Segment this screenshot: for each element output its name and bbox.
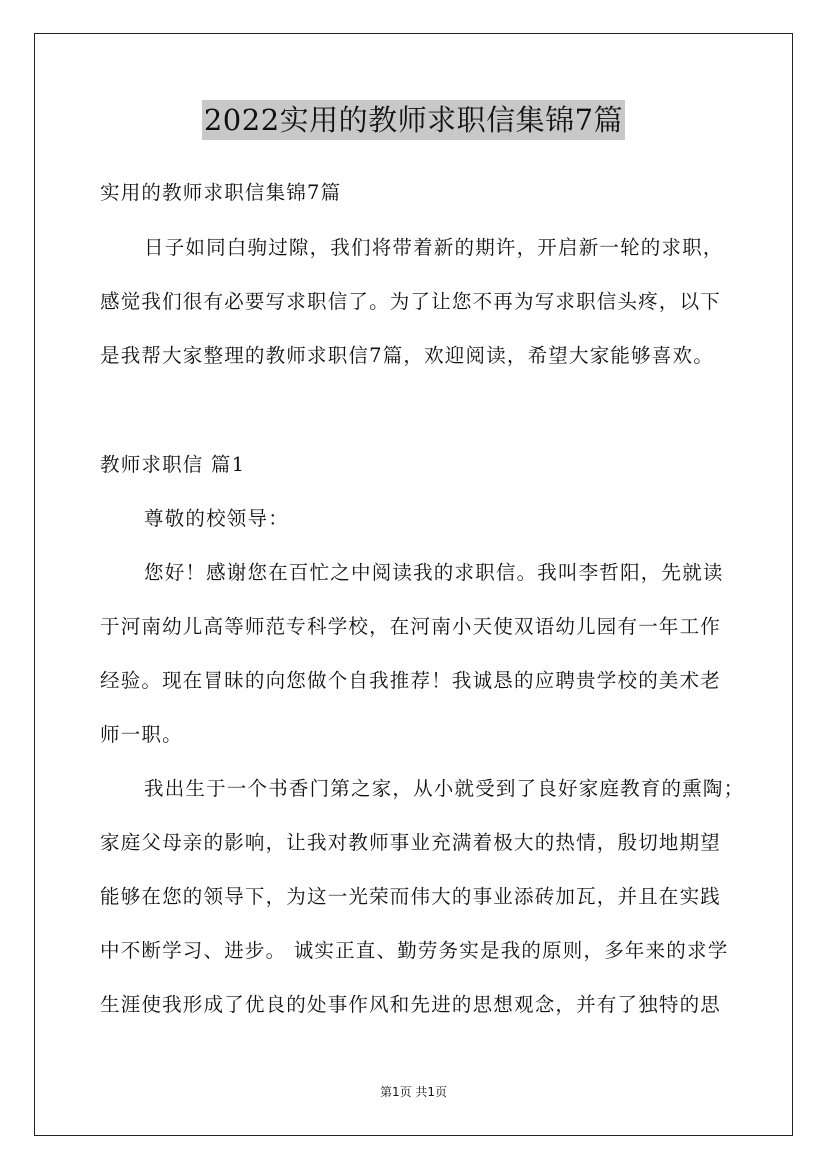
- intro-line-2: 感觉我们很有必要写求职信了。为了让您不再为写求职信头疼，以下: [100, 290, 722, 313]
- para2-line-4: 中不断学习、进步。 诚实正直、勤劳务实是我的原则，多年来的求学: [100, 939, 729, 962]
- para2-line-5: 生涯使我形成了优良的处事作风和先进的思想观念，并有了独特的思: [100, 993, 722, 1016]
- salutation: 尊敬的校领导：: [144, 507, 289, 530]
- document-subtitle: 实用的教师求职信集锦7篇: [100, 181, 342, 204]
- para1-line-4: 师一职。: [100, 723, 183, 746]
- intro-line-3: 是我帮大家整理的教师求职信7篇，欢迎阅读，希望大家能够喜欢。: [100, 344, 714, 367]
- section-heading: 教师求职信 篇1: [100, 453, 246, 476]
- para1-line-2: 于河南幼儿高等师范专科学校，在河南小天使双语幼儿园有一年工作: [100, 615, 722, 638]
- page-footer: 第1页 共1页: [379, 1085, 448, 1099]
- para1-line-1: 您好！感谢您在百忙之中阅读我的求职信。我叫李哲阳，先就读: [144, 561, 724, 584]
- para2-line-1: 我出生于一个书香门第之家，从小就受到了良好家庭教育的熏陶；: [144, 777, 745, 800]
- title-container: [0, 100, 827, 140]
- para1-line-3: 经验。现在冒昧的向您做个自我推荐！我诚恳的应聘贵学校的美术老: [100, 669, 722, 692]
- intro-line-1: 日子如同白驹过隙，我们将带着新的期许，开启新一轮的求职，: [144, 236, 724, 259]
- document-title: 2022实用的教师求职信集锦7篇: [202, 100, 625, 140]
- para2-line-3: 能够在您的领导下，为这一光荣而伟大的事业添砖加瓦，并且在实践: [100, 885, 722, 908]
- para2-line-2: 家庭父母亲的影响，让我对教师事业充满着极大的热情，殷切地期望: [100, 831, 722, 854]
